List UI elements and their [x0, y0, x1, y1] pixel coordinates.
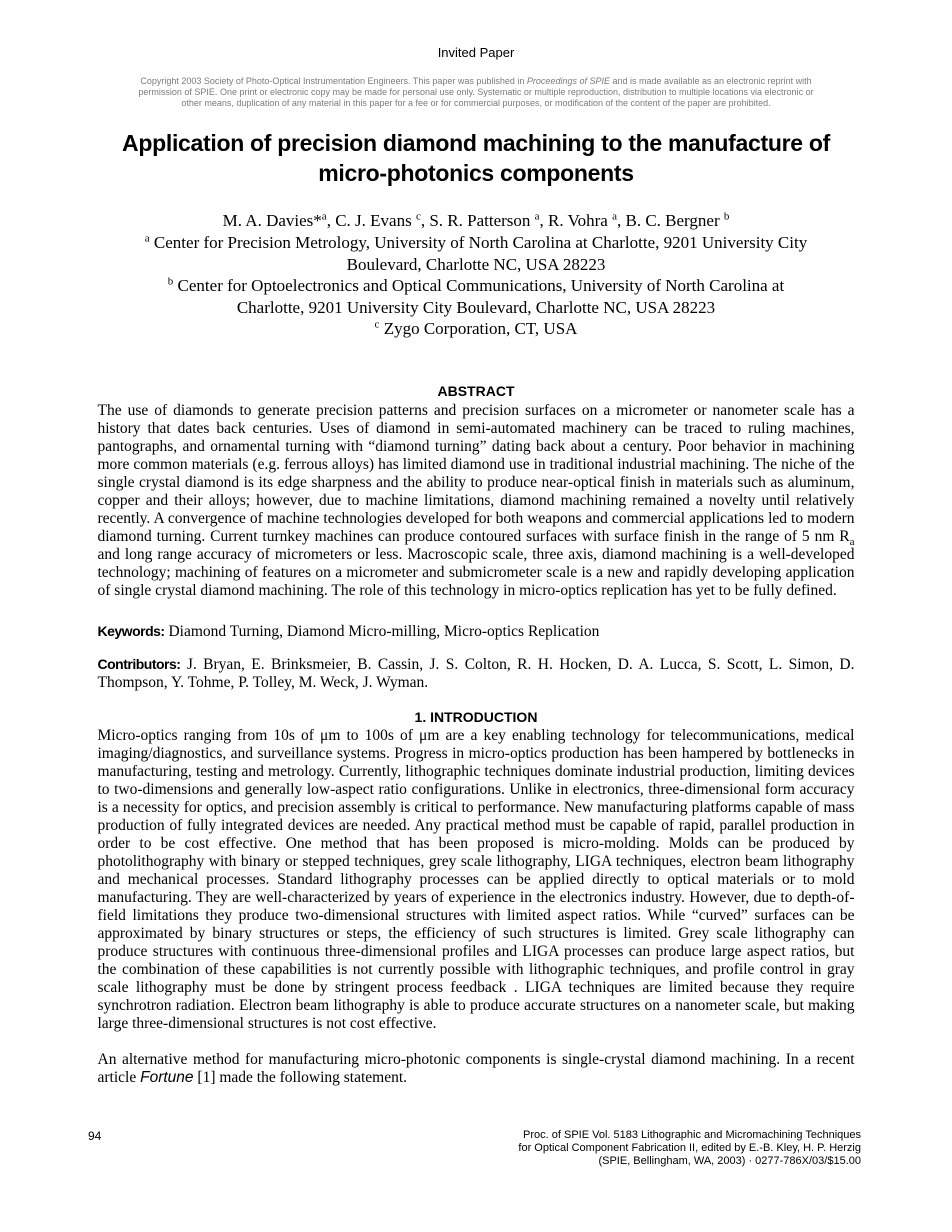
author: M. A. Davies*	[222, 211, 322, 230]
invited-paper-label: Invited Paper	[437, 45, 515, 60]
contributors-line	[98, 655, 855, 692]
copyright-line3: electronic or other means, duplication of any material in this paper for a fee or for commercial purposes, or modification of the content of the paper are prohibited.	[181, 87, 814, 108]
introduction-heading: 1. INTRODUCTION	[414, 708, 538, 725]
affiliation-a-line2: Boulevard, Charlotte NC, USA 28223	[346, 254, 606, 274]
copyright-notice	[129, 76, 823, 109]
citation-line-3: (SPIE, Bellingham, WA, 2003) · 0277-786X/03/$15.00	[598, 1155, 861, 1167]
affiliation-b	[0, 275, 952, 297]
intro-paragraph-2	[98, 1051, 855, 1087]
keywords-line	[98, 622, 855, 641]
affiliation-c-text: Zygo Corporation, CT, USA	[379, 319, 578, 338]
author-affiliation-mark: a	[534, 210, 540, 223]
citation-line-2: for Optical Component Fabrication II, edited by E.-B. Kley, H. P. Herzig	[518, 1142, 861, 1154]
affiliation-b-text: Center for Optoelectronics and Optical Communications, University of North Carolina at	[173, 276, 785, 295]
affiliation-c-mark: c	[374, 318, 380, 331]
title-line-2: micro-photonics components	[318, 160, 634, 186]
intro-paragraph-2-pre: An alternative method for manufacturing micro-photonic components is single-crystal diamond machining. In a recent article	[97, 1050, 855, 1086]
affiliation-a-text: Center for Precision Metrology, University of North Carolina at Charlotte, 9201 University City	[149, 233, 808, 252]
affiliation-a	[0, 232, 952, 254]
affiliation-c	[0, 318, 952, 340]
intro-paragraph-2-post: [1] made the following statement.	[193, 1068, 408, 1086]
keywords-label: Keywords:	[97, 622, 165, 639]
contributors-text: J. Bryan, E. Brinksmeier, B. Cassin, J. S. Colton, R. H. Hocken, D. A. Lucca, S. Scott, L. Simon, D. Thompson, Y. Tohme, P. Tolley, M. Weck, J. Wyman.	[97, 655, 855, 691]
copyright-line2: with permission of SPIE. One print or electronic copy may be made for personal use only. Systematic or multiple reproduction, distribution to multiple locations via	[138, 76, 812, 97]
affiliation-b-mark: b	[167, 275, 174, 288]
author: , B. C. Bergner	[617, 211, 724, 230]
copyright-journal-name: Proceedings of SPIE	[526, 76, 610, 86]
intro-paragraph-1: Micro-optics ranging from 10s of μm to 100s of μm are a key enabling technology for telecommunications, medical imaging/diagnostics, and surveillance systems. Progress in micro-optics production has been hampered by bottlenecks in manufacturing, testing and metrology. Currently, lithographic techniques dominate industrial production, limiting devices to two-dimensions and generally low-aspect ratio configurations. Unlike in electronics, three-dimensional form accuracy is a necessity for optics, and precision assembly is critical to performance. New manufacturing platforms capable of mass production of fully integrated devices are needed. Any practical method must be capable of rapid, parallel production in order to be cost effective. One method that has been proposed is micro-molding. Molds can be produced by photolithography with binary or stepped techniques, grey scale lithography, LIGA techniques, electron beam lithography and mechanical processes. Standard lithography processes can be applied directly to optical materials or to mold manufacturing. They are well-characterized by years of experience in the electronics industry. However, due to depth-of-field limitations they produce two-dimensional structures with limited aspect ratios. While “curved” surfaces can be approximated by binary structures or steps, the efficiency of such structures is limited. Grey scale lithography can produce structures with continuous three-dimensional profiles and LIGA processes can produce large aspect ratios, but the combination of these capabilities is not currently possible with lithographic techniques, and profile control in gray scale lithography must be done by stringent process feedback . LIGA techniques are limited because they require synchrotron radiation. Electron beam lithography is able to produce accurate structures on a nanometer scale, but making large three-dimensional structures is not cost effective.	[97, 726, 855, 1032]
affiliation-a-mark: a	[144, 232, 150, 245]
affiliations-block	[0, 232, 952, 340]
page-title	[0, 128, 952, 188]
copyright-line1-pre: Copyright 2003 Society of Photo-Optical Instrumentation Engineers. This paper was published in	[140, 76, 527, 86]
citation-line-1: Proc. of SPIE Vol. 5183 Lithographic and Micromachining Techniques	[523, 1129, 861, 1141]
abstract-subscript: a	[849, 535, 855, 548]
abstract-text	[98, 402, 855, 600]
intro-paragraph-2-magazine-name: Fortune	[140, 1068, 194, 1086]
copyright-line1-post: and is made available as an electronic reprint	[609, 76, 794, 86]
contributors-label: Contributors:	[97, 655, 181, 672]
abstract-heading: ABSTRACT	[437, 382, 515, 399]
title-line-1: Application of precision diamond machining to the manufacture of	[122, 130, 830, 156]
author: , C. J. Evans	[326, 211, 416, 230]
author-affiliation-mark: c	[415, 210, 421, 223]
page-number: 94	[88, 1129, 102, 1143]
keywords-text: Diamond Turning, Diamond Micro-milling, Micro-optics Replication	[164, 622, 600, 640]
page-footer	[88, 1129, 861, 1168]
author-affiliation-mark: a	[612, 210, 617, 223]
author: , R. Vohra	[539, 211, 613, 230]
abstract-body-post: and long range accuracy of micrometers or less. Macroscopic scale, three axis, diamond machining is a well-developed technology; machining of features on a micrometer and submicrometer scale is a new and rapidly developing application of single crystal diamond machining. The role of this technology in micro-optics replication has yet to be fully defined.	[97, 545, 855, 599]
author-affiliation-mark: a	[321, 210, 327, 223]
authors-line	[0, 211, 952, 231]
abstract-body-pre: The use of diamonds to generate precision patterns and precision surfaces on a micrometer or nanometer scale has a history that dates back centuries. Uses of diamond in semi-automated machinery can be traced to ruling machines, pantographs, and ornamental turning with “diamond turning” dating back about a century. Poor behavior in machining more common materials (e.g. ferrous alloys) has limited diamond use in traditional industrial machining. The niche of the single crystal diamond is its edge sharpness and the ability to produce near-optical finish in materials such as aluminum, copper and their alloys; however, due to machine limitations, diamond machining remained a novelty until relatively recently. A convergence of machine technologies developed for both weapons and commercial applications led to modern diamond turning. Current turnkey machines can produce contoured surfaces with surface finish in the range of 5 nm R	[97, 401, 855, 545]
affiliation-b-line2: Charlotte, 9201 University City Boulevard, Charlotte NC, USA 28223	[236, 297, 716, 317]
author: , S. R. Patterson	[420, 211, 535, 230]
author-affiliation-mark: b	[723, 210, 730, 223]
citation	[518, 1129, 861, 1168]
